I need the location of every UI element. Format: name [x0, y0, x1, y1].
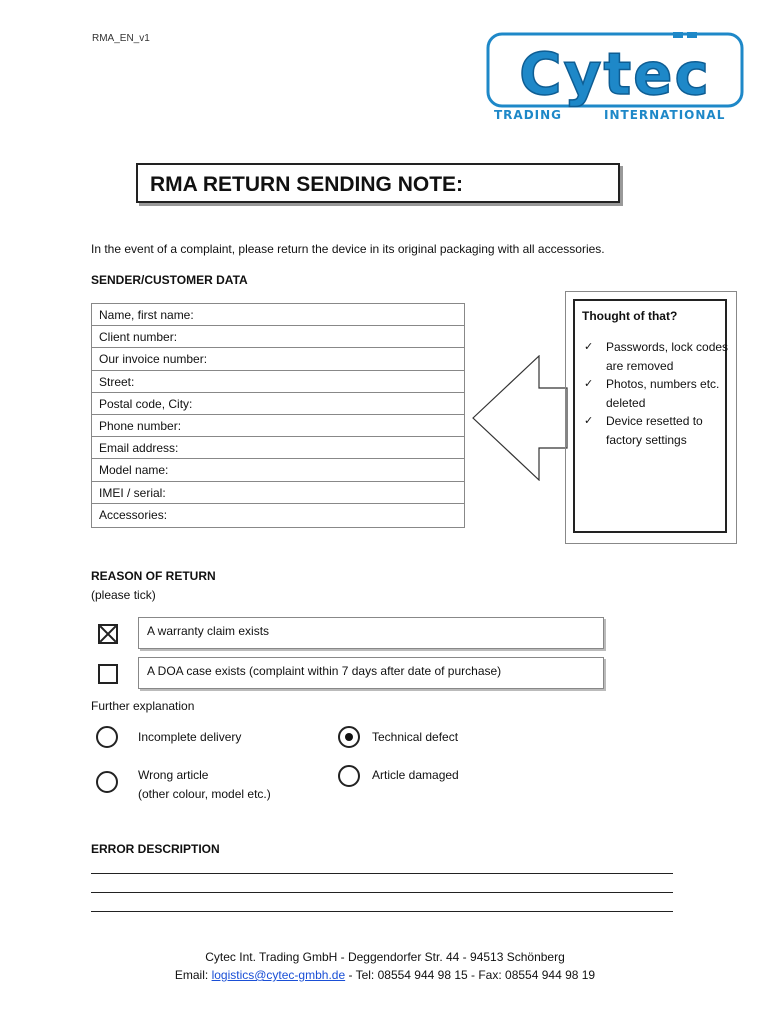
- footer-contact: Email: logistics@cytec-gmbh.de - Tel: 08554 944 98 15 - Fax: 08554 944 98 19: [174, 968, 596, 982]
- checkmark-icon: ✓: [584, 377, 594, 390]
- tip-item: ✓ Passwords, lock codes are removed: [584, 340, 729, 373]
- incomplete-delivery-radio[interactable]: [96, 726, 118, 748]
- cytec-logo: [486, 30, 744, 130]
- article-damaged-radio[interactable]: [338, 765, 360, 787]
- error-heading: ERROR DESCRIPTION: [91, 842, 220, 856]
- left-arrow-icon: [470, 355, 570, 481]
- error-description-line[interactable]: [91, 892, 673, 893]
- logo-international-label: INTERNATIONAL: [604, 108, 726, 122]
- sender-field-street[interactable]: Street:: [92, 371, 464, 393]
- reason-heading: REASON OF RETURN: [91, 569, 216, 583]
- article-damaged-label: Article damaged: [372, 768, 459, 782]
- footer: [0, 948, 770, 984]
- intro-text: In the event of a complaint, please return the device in its original packaging with all accessories.: [91, 242, 605, 256]
- sender-heading: SENDER/CUSTOMER DATA: [91, 273, 248, 287]
- sender-field-name[interactable]: Name, first name:: [92, 304, 464, 326]
- explanation-heading: Further explanation: [91, 699, 195, 713]
- incomplete-delivery-label: Incomplete delivery: [138, 730, 242, 744]
- sender-field-model[interactable]: Model name:: [92, 459, 464, 481]
- checkmark-icon: ✓: [584, 414, 594, 427]
- warranty-checkbox[interactable]: [98, 624, 118, 644]
- sender-field-client-number[interactable]: Client number:: [92, 326, 464, 348]
- logo-trading-label: TRADING: [494, 108, 563, 122]
- tip-list: [582, 338, 730, 449]
- sender-table: [91, 303, 465, 528]
- sender-field-postal-city[interactable]: Postal code, City:: [92, 393, 464, 415]
- sender-field-accessories[interactable]: Accessories:: [92, 504, 464, 528]
- wrong-article-radio[interactable]: [96, 771, 118, 793]
- svg-text:Cytec: Cytec: [519, 40, 711, 108]
- sender-field-imei[interactable]: IMEI / serial:: [92, 482, 464, 504]
- form-title: RMA RETURN SENDING NOTE:: [136, 163, 620, 203]
- tip-item: ✓ Photos, numbers etc. deleted: [584, 377, 720, 410]
- sender-field-email[interactable]: Email address:: [92, 437, 464, 459]
- email-link[interactable]: logistics@cytec-gmbh.de: [211, 968, 346, 982]
- document-code: RMA_EN_v1: [92, 33, 150, 44]
- checkmark-icon: ✓: [584, 340, 594, 353]
- doa-checkbox[interactable]: [98, 664, 118, 684]
- footer-address: Cytec Int. Trading GmbH - Deggendorfer Str. 44 - 94513 Schönberg: [205, 950, 565, 964]
- tip-title: Thought of that?: [582, 309, 678, 323]
- sender-field-phone[interactable]: Phone number:: [92, 415, 464, 437]
- tip-item: ✓ Device resetted to factory settings: [584, 414, 703, 447]
- doa-option: A DOA case exists (complaint within 7 days after date of purchase): [138, 657, 604, 689]
- technical-defect-radio[interactable]: [338, 726, 360, 748]
- wrong-article-label: Wrong article (other colour, model etc.): [138, 768, 271, 801]
- reason-subheading: (please tick): [91, 588, 156, 602]
- technical-defect-label: Technical defect: [372, 730, 459, 744]
- sender-field-invoice-number[interactable]: Our invoice number:: [92, 348, 464, 370]
- error-description-line[interactable]: [91, 873, 673, 874]
- warranty-option: A warranty claim exists: [138, 617, 604, 649]
- error-description-line[interactable]: [91, 911, 673, 912]
